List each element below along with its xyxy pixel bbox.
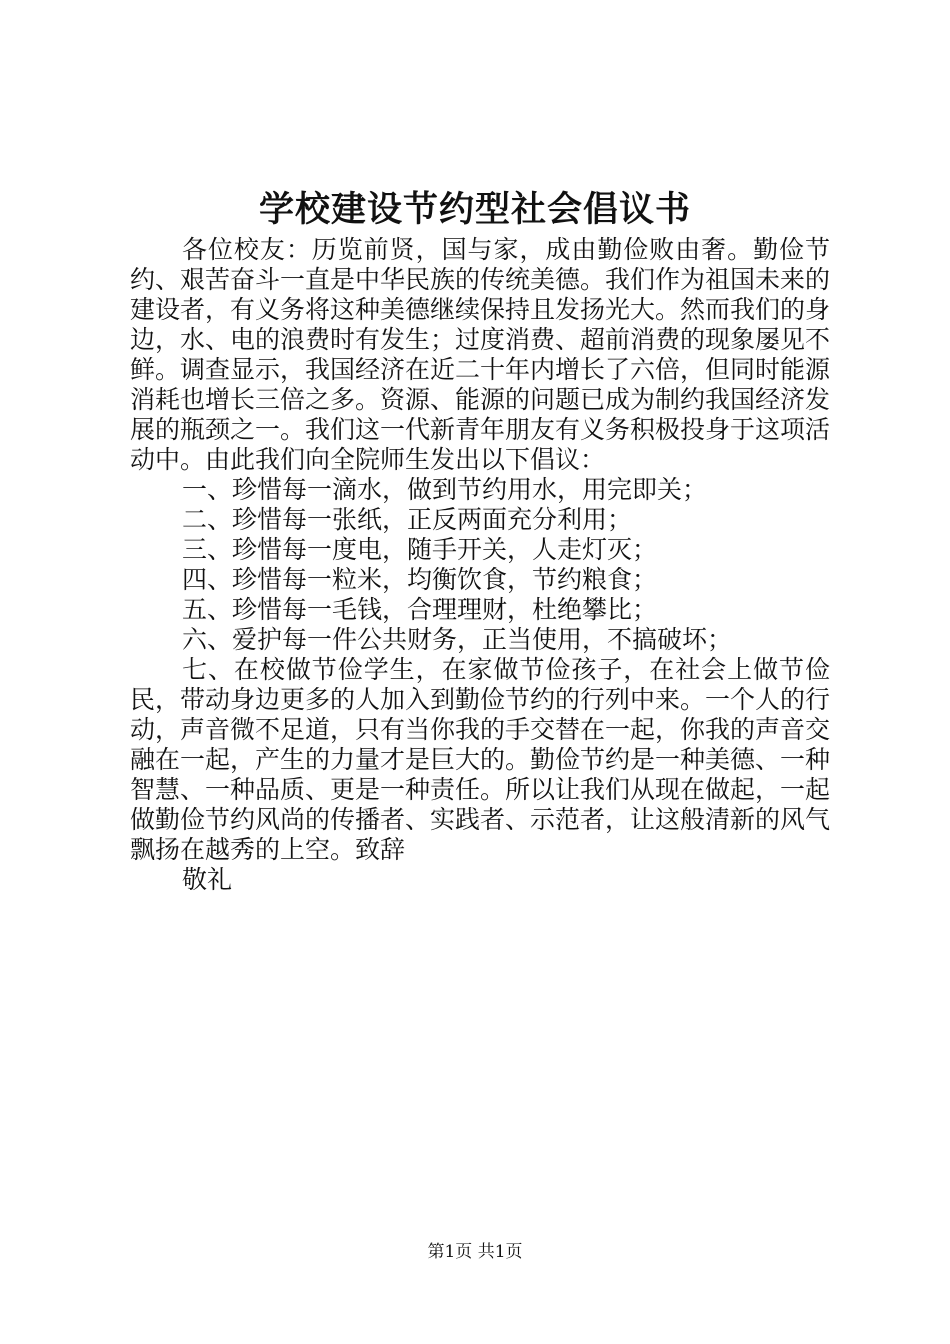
document-body (130, 235, 830, 895)
proposal-item-6: 六、爱护每一件公共财务，正当使用，不搞破坏； (182, 625, 733, 654)
proposal-item-3: 三、珍惜每一度电，随手开关，人走灯灭； (182, 535, 658, 564)
proposal-item-7: 七、在校做节俭学生，在家做节俭孩子，在社会上做节俭民，带动身边更多的人加入到勤俭节约的行列中来。一个人的行动，声音微不足道，只有当你我的手交替在一起，你我的声音交融在一起，产生的力量才是巨大的。勤俭节约是一种美德、一种智慧、一种品质、更是一种责任。所以让我们从现在做起，一起做勤俭节约风尚的传播者、实践者、示范者，让这般清新的风气飘扬在越秀的上空。致辞 (130, 655, 831, 864)
proposal-item-1: 一、珍惜每一滴水，做到节约用水，用完即关； (182, 475, 708, 504)
page-footer: 第1页 共1页 (427, 1242, 523, 1262)
proposal-item-2: 二、珍惜每一张纸，正反两面充分利用； (182, 505, 633, 534)
proposal-item-4: 四、珍惜每一粒米，均衡饮食，节约粮食； (182, 565, 658, 594)
intro-paragraph: 各位校友：历览前贤，国与家，成由勤俭败由奢。勤俭节约、艰苦奋斗一直是中华民族的传统美德。我们作为祖国未来的建设者，有义务将这种美德继续保持且发扬光大。然而我们的身边，水、电的浪费时有发生；过度消费、超前消费的现象屡见不鲜。调查显示，我国经济在近二十年内增长了六倍，但同时能源消耗也增长三倍之多。资源、能源的问题已成为制约我国经济发展的瓶颈之一。我们这一代新青年朋友有义务积极投身于这项活动中。由此我们向全院师生发出以下倡议： (130, 235, 831, 474)
proposal-item-5: 五、珍惜每一毛钱，合理理财，杜绝攀比； (182, 595, 658, 624)
document-title: 学校建设节约型社会倡议书 (258, 189, 691, 230)
closing-salutation: 敬礼 (182, 865, 233, 894)
